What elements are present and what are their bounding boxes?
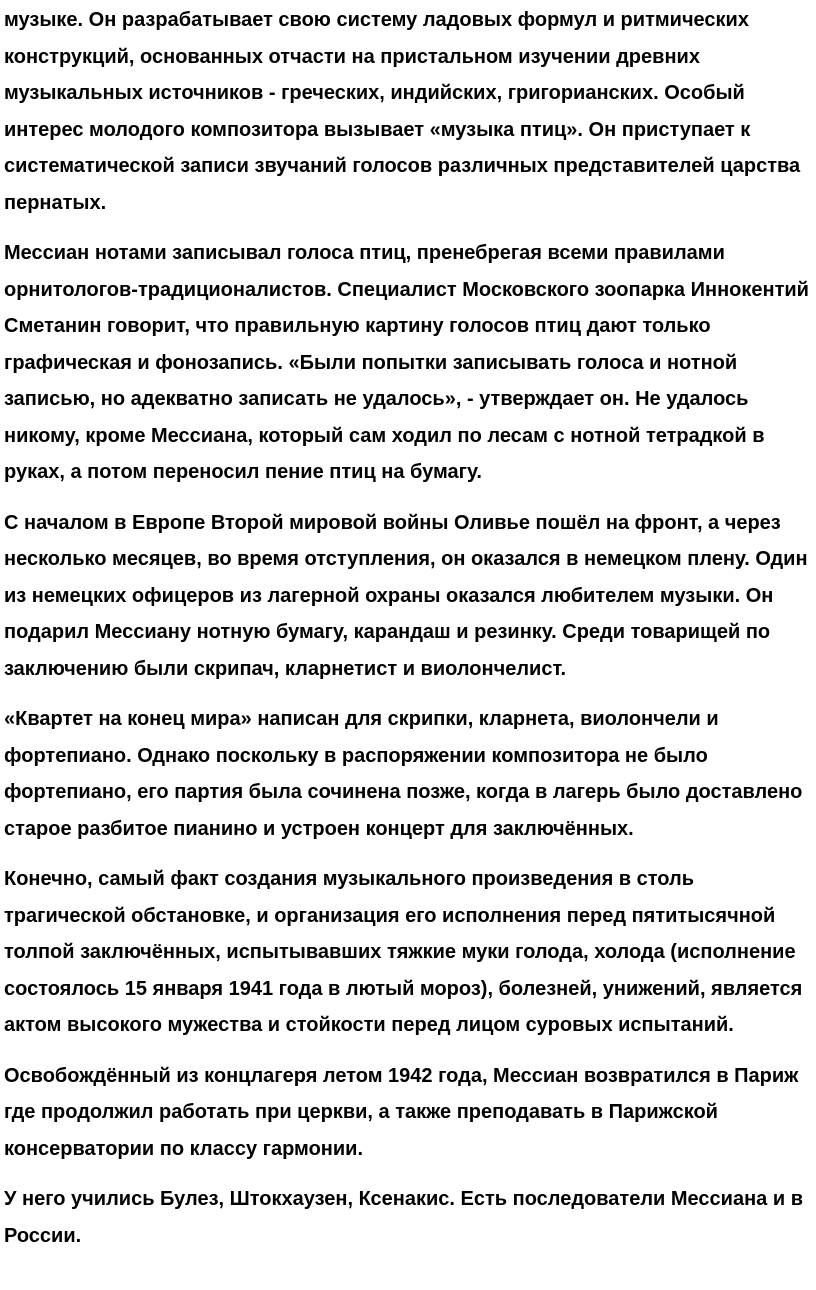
paragraph-students-and-followers: У него учились Булез, Штокхаузен, Ксенакис. Есть последователи Мессиана и в России.	[4, 1188, 803, 1247]
paragraph-messiaen-rhythm-and-birdsong: музыке. Он разрабатывает свою систему ладовых формул и ритмических конструкций, основанных отчасти на пристальном изучении древних музыкальных источников - греческих, индийских, григорианских. Особый интерес молодого композитора вызывает «музыка птиц». Он приступает к систематической записи звучаний голосов различных представителей царства пернатых.	[4, 9, 801, 214]
paragraph-bird-notation: Мессиан нотами записывал голоса птиц, пренебрегая всеми правилами орнитологов-традиционалистов. Специалист Московского зоопарка Иннокентий Сметанин говорит, что правильную картину голосов птиц дают только графическая и фонозапись. «Были попытки записывать голоса и нотной записью, но адекватно записать не удалось», - утверждает он. Не удалось никому, кроме Мессиана, который сам ходил по лесам с нотной тетрадкой в руках, а потом переносил пение птиц на бумагу.	[4, 242, 809, 483]
paragraph-war-and-captivity: С началом в Европе Второй мировой войны Оливье пошёл на фронт, а через несколько месяцев, во время отступления, он оказался в немецком плену. Один из немецких офицеров из лагерной охраны оказался любителем музыки. Он подарил Мессиану нотную бумагу, карандаш и резинку. Среди товарищей по заключению были скрипач, кларнетист и виолончелист.	[4, 511, 808, 680]
paragraph-courage-in-camp: Конечно, самый факт создания музыкального произведения в столь трагической обстановке, и организация его исполнения перед пятитысячной толпой заключённых, испытывавших тяжкие муки голода, холода (исполнение состоялось 15 января 1941 года в лютый мороз), болезней, унижений, является актом высокого мужества и стойкости перед лицом суровых испытаний.	[4, 868, 803, 1036]
paragraph-quartet-for-end-of-time: «Квартет на конец мира» написан для скрипки, кларнета, виолончели и фортепиано. Однако поскольку в распоряжении композитора не было фортепиано, его партия была сочинена позже, когда в лагерь было доставлено старое разбитое пианино и устроен концерт для заключённых.	[4, 708, 803, 840]
paragraph-liberation-and-paris: Освобождённый из концлагеря летом 1942 года, Мессиан возвратился в Париж где продолжил работать при церкви, а также преподавать в Парижской консерватории по классу гармонии.	[4, 1064, 799, 1160]
